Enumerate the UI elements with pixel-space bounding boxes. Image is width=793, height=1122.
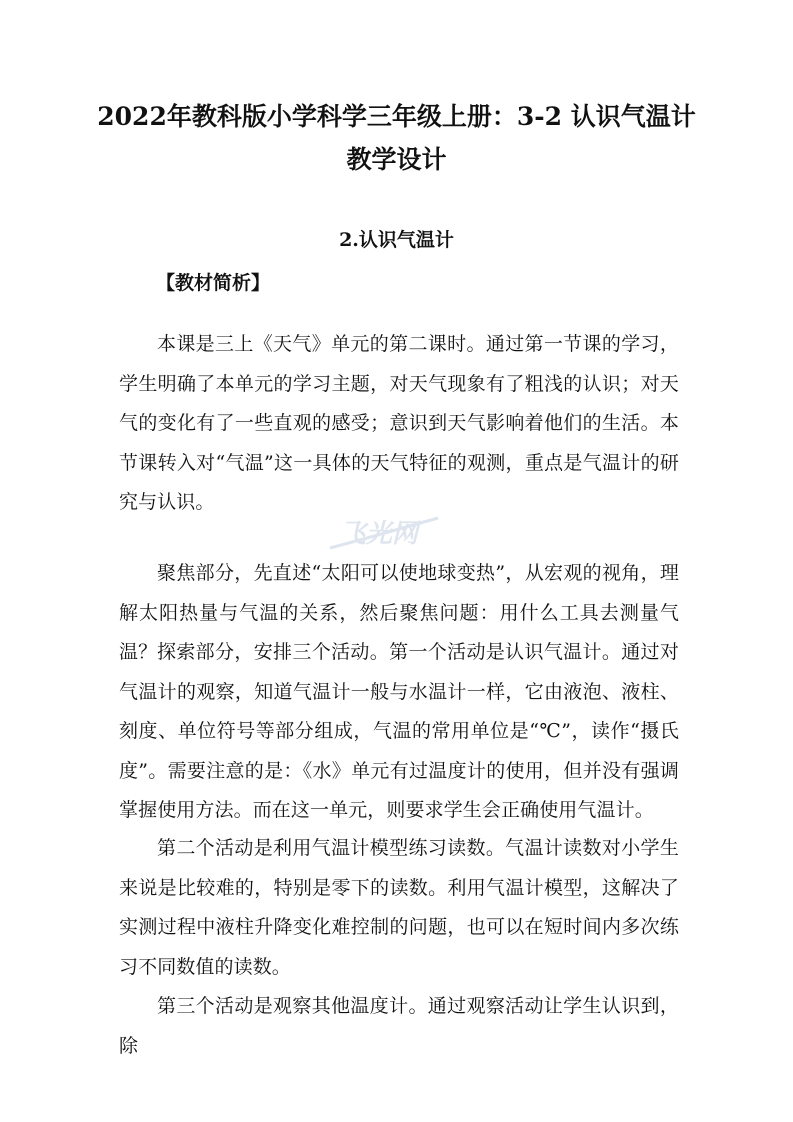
paragraph-focus: 聚焦部分，先直述“太阳可以使地球变热”，从宏观的视角，理解太阳热量与气温的关系，然后聚焦问题：用什么工具去测量气温？: [119, 562, 679, 663]
paragraph-intro: 本课是三上《天气》单元的第二课时。通过第一节课的学习，学生明确了本单元的学习主题，对天气现象有了粗浅的认识；对天气的变化有了一些直观的感受；意识到天气影响着他们的生活。本节课转入对“气温”这一具体的天气特征的观测，重点是气温计的研究与认识。: [119, 333, 679, 513]
document-title-line-2: 教学设计: [346, 145, 447, 174]
paragraph-explore-activity-1: 探索部分，安排三个活动。第一个活动是认识气温计。通过对气温计的观察，知道气温计一般与水温计一样，它由液泡、液柱、刻度、单位符号等部分组成，气温的常用单位是“℃”，读作“摄氏度”。需要注意的是：《水》单元有过温度计的使用，但并没有强调掌握使用方法。而在这一单元，则要求学生会正确使用气温计。: [119, 641, 679, 821]
document-title-line-1: 2022年教科版小学科学三年级上册：3-2 认识气温计: [97, 102, 696, 131]
paragraph-activity-2: 第二个活动是利用气温计模型练习读数。气温计读数对小学生来说是比较难的，特别是零下的读数。利用气温计模型，这解决了实测过程中液柱升降变化难控制的问题，也可以在短时间内多次练习不同数值的读数。: [119, 837, 679, 978]
lesson-subtitle: 2.认识气温计: [339, 229, 454, 251]
section-heading-textbook-analysis: 【教材简析】: [156, 272, 271, 294]
watermark-logo: [318, 508, 458, 560]
paragraph-activity-3: 第三个活动是观察其他温度计。通过观察活动让学生认识到，除: [119, 995, 679, 1057]
watermark-text: 飞光网: [340, 519, 419, 549]
